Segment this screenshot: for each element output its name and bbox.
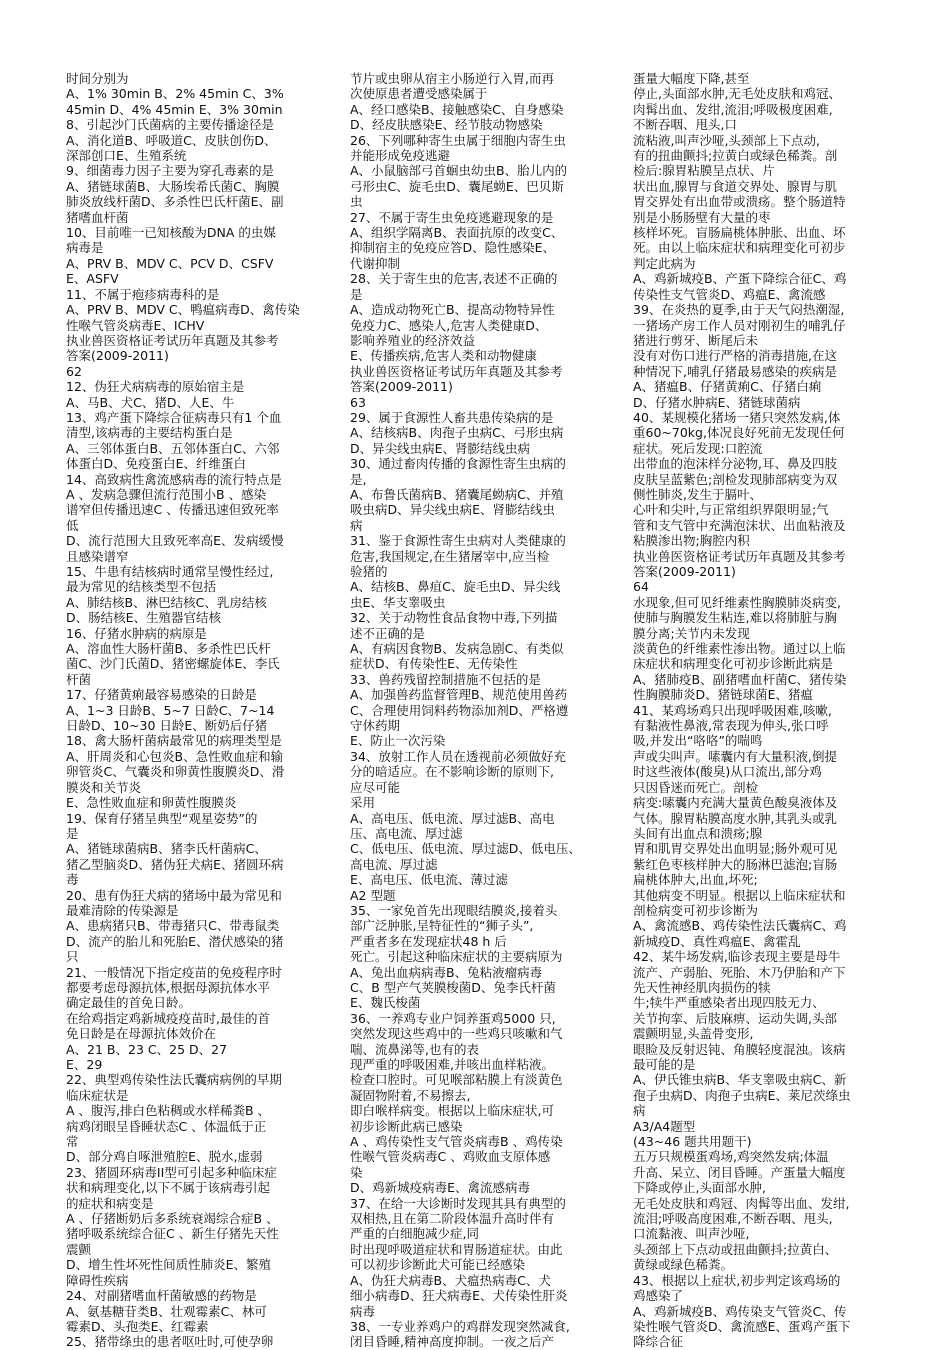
text-line: 淡黄色的纤维素性渗出物。通过以上临 [633, 641, 846, 657]
text-line: 重60~70kg,体况良好死前无发现任何 [633, 425, 845, 441]
text-line: 五万只规模蛋鸡场,鸡突然发病;体温 [633, 1149, 829, 1165]
text-line: A、溶血性大肠杆菌B、多杀性巴氏杆 [66, 641, 271, 657]
text-line: 严重者多在发现症状48 h 后 [350, 933, 507, 949]
text-line: 41、某鸡场鸡只出现呼吸困难,咳嗽, [633, 702, 832, 718]
text-line: A、加强兽药监督管理B、规范使用兽药 [350, 687, 568, 703]
text-line: 性胸膜肺炎D、猪链球菌E、猪瘟 [633, 687, 814, 703]
text-line: 严重的白细胞减少症,同 [350, 1226, 479, 1242]
text-line: E、ASFV [66, 271, 119, 287]
text-line: 种情况下,哺乳仔猪最易感染的疾病是 [633, 363, 837, 379]
text-line: 杆菌 [66, 671, 92, 687]
text-line: A、猪肺疫B、副猪嗜血杆菌C、猪传染 [633, 671, 847, 687]
text-line: 答案(2009-2011) [350, 379, 453, 395]
text-line: 染性喉气管炎D、禽流感E、蛋鸡产蛋下 [633, 1318, 851, 1334]
text-line: 免日龄是在母源抗体效价在 [66, 1026, 217, 1042]
text-line: 采用 [350, 795, 376, 811]
text-line: 胃交界处有出血带或溃疡。整个肠道特 [633, 194, 846, 210]
text-line: 时出现呼吸道症状和胃肠道症状。由此 [350, 1241, 563, 1257]
text-line: 病鸡闭眼呈昏睡状态C 、体温低于正 [66, 1118, 267, 1134]
text-line: A 、鸡传染性支气管炎病毒B 、鸡传染 [350, 1134, 563, 1150]
text-line: 最难清除的传染源是 [66, 902, 179, 918]
text-line: 检查口腔时。可见喉部粘膜上有淡黄色 [350, 1072, 563, 1088]
text-line: 时这些液体(酸臭)从口流出,部分鸡 [633, 764, 822, 780]
text-line: A、消化道B、呼吸道C、皮肤创伤D、 [66, 132, 277, 148]
text-line: 弓形虫C、旋毛虫D、囊尾蚴E、巴贝斯 [350, 178, 564, 194]
text-line: 43、根据以上症状,初步判定该鸡场的 [633, 1272, 841, 1288]
text-line: 孢子虫病D、肉孢子虫病E、莱尼茨绦虫 [633, 1087, 851, 1103]
text-line: A、猪链球菌B、大肠埃希氏菌C、胸膜 [66, 178, 280, 194]
text-line: 日龄D、10~30 日龄E、断奶后仔猪 [66, 718, 268, 734]
text-line: 症状D、有传染性E、无传染性 [350, 656, 518, 672]
text-line: 有黏液性鼻液,常表现为伸头,张口呼 [633, 718, 829, 734]
text-line: 菌C、沙门氏菌D、猪密螺旋体E、李氏 [66, 656, 280, 672]
text-line: A、高电压、低电流、厚过滤B、高电 [350, 810, 555, 826]
text-line: 检后:腺胃粘膜呈点状、片 [633, 163, 775, 179]
text-line: 震颤明显,头盖骨变形, [633, 1026, 754, 1042]
text-line: 细小病毒D、狂犬病毒E、犬传染性肝炎 [350, 1288, 568, 1304]
text-line: 10、目前唯一已知核酸为DNA 的虫媒 [66, 225, 276, 241]
text-line: 节片或虫卵从宿主小肠逆行入胃,而再 [350, 71, 554, 86]
text-line: 病 [350, 517, 363, 533]
text-line: 验猪的 [350, 564, 388, 579]
text-line: D、仔猪水肿病E、猪链球菌病 [633, 394, 801, 410]
text-line: 29、属于食源性人畜共患传染病的是 [350, 409, 554, 425]
text-line: 影响养殖业的经济效益 [350, 332, 476, 348]
text-line: 最可能的是 [633, 1057, 696, 1072]
text-line: 部广泛肿胀,呈特征性的“狮子头”, [350, 918, 534, 934]
text-line: 63 [350, 394, 366, 410]
text-line: D、流行范围大且致死率高E、发病缓慢 [66, 533, 284, 549]
text-line: 床症状和病理变化可初步诊断此病是 [633, 656, 834, 672]
text-line: 31、鉴于食源性寄生虫病对人类健康的 [350, 533, 566, 549]
text-line: 口流黏液、叫声沙哑, [633, 1226, 750, 1242]
text-line: 20、患有伪狂犬病的猪场中最为常见和 [66, 887, 282, 903]
text-line: 闭目昏睡,精神高度抑制。一夜之后产 [350, 1334, 554, 1350]
text-line: 64 [633, 579, 649, 595]
text-line: 是 [350, 286, 363, 302]
text-line: 即白喉样病变。根据以上临床症状,可 [350, 1103, 554, 1119]
text-line: 膜炎和关节炎 [66, 779, 142, 795]
text-line: 述不正确的是 [350, 625, 426, 641]
text-line: A、肝周炎和心包炎B、急性败血症和输 [66, 748, 284, 764]
text-line: 8、引起沙门氏菌病的主要传播途径是 [66, 117, 274, 133]
text-line: 水现象,但可见纤维素性胸膜肺炎病变, [633, 594, 841, 610]
text-line: C、合理使用饲料药物添加剂D、严格遵 [350, 702, 569, 718]
text-line: 初步诊断此病已感染 [350, 1118, 463, 1134]
text-line: 清型,该病毒的主要结构蛋白是 [66, 425, 233, 441]
text-line: 应尽可能 [350, 779, 401, 795]
text-line: 皮肤呈蓝紫色;剖检发现肺部病变为双 [633, 471, 838, 487]
text-line: 升高、呆立、闭目昏睡。产蛋量大幅度 [633, 1164, 846, 1180]
text-line: 且感染谱窄 [66, 548, 129, 564]
text-line: 没有对伤口进行严格的消毒措施,在这 [633, 348, 837, 364]
text-line: 37、在给一大诊断时发现其具有典型的 [350, 1195, 566, 1211]
text-line: A、马B、犬C、猪D、人E、牛 [66, 394, 235, 410]
text-line: 38、一专业养鸡户的鸡群发现突然减食, [350, 1318, 570, 1334]
text-line: 17、仔猪黄痢最容易感染的日龄是 [66, 687, 257, 703]
text-line: 常 [66, 1134, 79, 1150]
text-line: 鸡感染了 [633, 1288, 684, 1304]
text-line: 流产、产弱胎、死胎、木乃伊胎和产下 [633, 964, 846, 980]
text-line: 判定此病为 [633, 255, 696, 271]
text-line: 只因昏迷而死亡。剖检 [633, 779, 759, 795]
text-line: A、1~3 日龄B、5~7 日龄C、7~14 [66, 702, 275, 718]
text-line: 症状。死后发现:口腔流 [633, 440, 763, 456]
text-line: A、1% 30min B、2% 45min C、3% [66, 86, 284, 102]
text-line: 代谢抑制 [350, 255, 401, 271]
text-line: 头颈部上下点动或扭曲颤抖;拉黄白、 [633, 1241, 838, 1257]
text-line: 答案(2009-2011) [633, 564, 736, 579]
text-line: E、魏氏梭菌 [350, 995, 421, 1011]
text-line: 关节拘挛、后肢麻痹、运动失调,头部 [633, 1010, 837, 1026]
text-line: 气体。腺胃粘膜高度水肿,其乳头或乳 [633, 810, 837, 826]
text-line: 42、某牛场发病,临诊表现主要是母牛 [633, 949, 841, 965]
text-line: 病毒是 [66, 240, 104, 256]
text-line: 霉素D、头孢类E、红霉素 [66, 1318, 209, 1334]
text-line: A、鸡新城疫B、产蛋下降综合征C、鸡 [633, 271, 847, 287]
text-line: 核样坏死。盲肠扁桃体肿胀、出血、坏 [633, 225, 846, 241]
text-line: A、肺结核B、淋巴结核C、乳房结核 [66, 594, 267, 610]
text-line: A、PRV B、MDV C、鸭瘟病毒D、禽传染 [66, 302, 300, 318]
text-line: 高电流、厚过滤 [350, 856, 438, 872]
text-line: 34、放射工作人员在透视前必须做好充 [350, 748, 566, 764]
text-line: 深部创口E、生殖系统 [66, 148, 187, 164]
text-line: A、伪狂犬病毒B、犬瘟热病毒C、犬 [350, 1272, 551, 1288]
text-line: 在给鸡指定鸡新城疫疫苗时,最佳的首 [66, 1010, 270, 1026]
text-line: A、鸡新城疫B、鸡传染支气管炎C、传 [633, 1303, 847, 1319]
text-line: A、组织学隔离B、表面抗原的改变C、 [350, 225, 564, 241]
text-line: 18、禽大肠杆菌病最常见的病理类型是 [66, 733, 282, 749]
text-line: 状和病理变化,以下不属于该病毒引起 [66, 1180, 270, 1196]
text-line: 的症状和病变是 [66, 1195, 154, 1211]
text-line: 26、下列哪种寄生虫属于细胞内寄生虫 [350, 132, 566, 148]
text-line: 障碍性疾病 [66, 1272, 129, 1288]
text-line: 是, [350, 471, 367, 487]
text-line: 蛋量大幅度下降,甚至 [633, 71, 750, 86]
text-line: A、造成动物死亡B、提高动物特异性 [350, 302, 555, 318]
text-line: A、小鼠脑部弓首蛔虫幼虫B、胎儿内的 [350, 163, 568, 179]
text-line: 别是小肠肠壁有大量的枣 [633, 209, 771, 225]
text-line: 执业兽医资格证考试历年真题及其参考 [66, 332, 279, 348]
text-line: A3/A4题型 [633, 1118, 696, 1134]
text-line: 流泪;呼吸高度困难,不断吞咽、甩头, [633, 1211, 833, 1227]
text-line: 35、一家免首先出现眼结膜炎,接着头 [350, 902, 558, 918]
text-line: A、有病因食物B、发病急剧C、有类似 [350, 641, 564, 657]
text-line: A 、腹泻,排白色粘稠或水样稀粪B 、 [66, 1103, 271, 1119]
text-line: 管和支气管中充满泡沫状、出血粘液及 [633, 517, 846, 533]
text-line: C、低电压、低电流、厚过滤D、低电压、 [350, 841, 581, 857]
text-line: E、29 [66, 1057, 103, 1072]
text-line: 声或尖叫声。嗉囊内有大量积液,倒提 [633, 748, 837, 764]
text-line: 9、细菌毒力因子主要为穿孔毒素的是 [66, 163, 274, 179]
text-line: 25、猪带绦虫的患者呕吐时,可使孕卵 [66, 1334, 274, 1350]
text-line: 性喉气管炎病毒C 、鸡败血支原体感 [350, 1149, 551, 1165]
text-line: 次使原患者遭受感染属于 [350, 86, 488, 102]
text-line: 出带血的泡沫样分泌物,耳、鼻及四肢 [633, 456, 837, 472]
text-line: E、高电压、低电流、薄过滤 [350, 872, 508, 888]
text-line: D、增生性坏死性间质性肺炎E、繁殖 [66, 1257, 272, 1273]
text-line: 分的暗适应。在不影响诊断的原则下, [350, 764, 554, 780]
text-line: 28、关于寄生虫的危害,表述不正确的 [350, 271, 558, 287]
text-line: A、结核病B、肉孢子虫病C、弓形虫病 [350, 425, 564, 441]
text-line: 新城疫D、真性鸡瘟E、禽霍乱 [633, 933, 801, 949]
text-line: 状出血,腺胃与食道交界处、腺胃与肌 [633, 178, 837, 194]
text-line: 虫E、华支睾吸虫 [350, 594, 446, 610]
text-line: 免疫力C、感染人,危害人类健康D、 [350, 317, 548, 333]
text-line: 14、高致病性禽流感病毒的流行特点是 [66, 471, 282, 487]
text-line: 执业兽医资格证考试历年真题及其参考 [633, 548, 846, 564]
text-line: 有的扭曲颤抖;拉黄白或绿色稀粪。剖 [633, 148, 838, 164]
text-line: D、部分鸡自啄泄殖腔E、脱水,虚弱 [66, 1149, 263, 1165]
text-line: 粘膜渗出物;胸腔内积 [633, 533, 750, 549]
text-line: 心叶和尖叶,与正常组织界限明显;气 [633, 502, 829, 518]
text-line: 紫红色枣核样肿大的肠淋巴滤泡;盲肠 [633, 856, 838, 872]
text-line: 死亡。引起这种临床症状的主要病原为 [350, 949, 563, 965]
text-line: 最为常见的结核类型不包括 [66, 579, 217, 595]
text-line: D、鸡新城疫病毒E、禽流感病毒 [350, 1180, 531, 1196]
text-line: 牛;犊牛严重感染者出现四肢无力、 [633, 995, 825, 1011]
text-line: D、经皮肤感染E、经节肢动物感染 [350, 117, 543, 133]
text-line: 12、伪狂犬病病毒的原始宿主是 [66, 379, 245, 395]
text-line: 使肺与胸膜发生粘连,难以将肺脏与胸 [633, 610, 837, 626]
text-line: 22、典型鸡传染性法氏囊病病例的早期 [66, 1072, 282, 1088]
text-line: 15、牛患有结核病时通常呈慢性经过, [66, 564, 274, 579]
text-line: 毒 [66, 872, 79, 888]
text-line: 其他病变不明显。根据以上临床症状和 [633, 887, 846, 903]
text-line: 答案(2009-2011) [66, 348, 169, 364]
text-line: 40、某规模化猪场一猪只突然发病,体 [633, 409, 841, 425]
text-line: A、猪瘟B、仔猪黄痢C、仔猪白痢 [633, 379, 822, 395]
text-line: A、禽流感B、鸡传染性法氏囊病C、鸡 [633, 918, 847, 934]
text-line: A、患病猪只B、带毒猪只C、带毒鼠类 [66, 918, 280, 934]
text-line: 头间有出血点和溃疡;腺 [633, 825, 763, 841]
text-line: 一猪场产房工作人员对刚初生的哺乳仔 [633, 317, 846, 333]
text-line: 39、在炎热的夏季,由于天气闷热潮湿, [633, 302, 845, 318]
text-line: 低 [66, 517, 79, 533]
text-line: 11、不属于疱疹病毒科的是 [66, 286, 220, 302]
text-line: 传染性支气管炎D、鸡瘟E、禽流感 [633, 286, 826, 302]
text-line: A、氨基糖苷类B、壮观霉素C、林可 [66, 1303, 267, 1319]
text-line: 猪进行剪牙、断尾后未 [633, 332, 759, 348]
text-line: 性喉气管炎病毒E、ICHV [66, 317, 205, 333]
text-line: 扁桃体肿大,出血,坏死; [633, 872, 758, 888]
text-line: 卵管炎C、气囊炎和卵黄性腹膜炎D、滑 [66, 764, 285, 780]
text-line: 45min D、4% 45min E、3% 30min [66, 101, 283, 117]
text-line: A、经口感染B、接触感染C、自身感染 [350, 101, 564, 117]
text-line: 流粘液,叫声沙哑,头颈部上下点动, [633, 132, 820, 148]
text-line: 不断吞咽、甩头,口 [633, 117, 737, 133]
text-line: 33、兽药残留控制措施不包括的是 [350, 671, 541, 687]
text-line: A、PRV B、MDV C、PCV D、CSFV [66, 255, 274, 271]
text-line: 执业兽医资格证考试历年真题及其参考 [350, 363, 563, 379]
text-line: 23、猪圆环病毒II型可引起多种临床症 [66, 1164, 277, 1180]
text-line: D、异尖线虫病E、肾膨结线虫病 [350, 440, 531, 456]
text-line: 32、关于动物性食品食物中毒,下列描 [350, 610, 558, 626]
text-line: 虫 [350, 194, 363, 210]
text-line: 临床症状是 [66, 1087, 129, 1103]
text-line: 体蛋白D、免疫蛋白E、纤维蛋白 [66, 456, 247, 472]
text-column-left [66, 71, 348, 1350]
text-line: A、21 B、23 C、25 D、27 [66, 1041, 228, 1057]
text-line: 染 [350, 1164, 363, 1180]
text-line: 肉髯出血、发绀,流泪;呼吸极度困难, [633, 101, 833, 117]
text-line: E、防止一次污染 [350, 733, 446, 749]
text-line: E、急性败血症和卵黄性腹膜炎 [66, 795, 237, 811]
text-line: 30、通过畜肉传播的食源性寄生虫病的 [350, 456, 566, 472]
text-line: 27、不属于寄生虫免疫逃避现象的是 [350, 209, 554, 225]
text-line: 侧性肺炎,发生于膈叶、 [633, 486, 762, 502]
text-line: 肺炎放线杆菌D、多杀性巴氏杆菌E、副 [66, 194, 284, 210]
text-line: 吸,并发出“咯咯”的喘鸣 [633, 733, 763, 749]
text-line: 都要考虑母源抗体,根据母源抗体水平 [66, 979, 270, 995]
text-line: 守休药期 [350, 718, 401, 734]
text-line: 黄绿或绿色稀粪。 [633, 1257, 734, 1273]
text-line: 谱窄但传播迅速C 、传播迅速但致死率 [66, 502, 279, 518]
text-line: A、伊氏锥虫病B、华支睾吸虫病C、新 [633, 1072, 847, 1088]
text-line: 先天性神经肌肉损伤的犊 [633, 979, 771, 995]
text-line: 确定最佳的首免日龄。 [66, 995, 192, 1011]
text-line: 眼睑及反射迟钝、角膜轻度混浊。该病 [633, 1041, 846, 1057]
text-line: D、流产的胎儿和死胎E、潜伏感染的猪 [66, 933, 284, 949]
text-line: 震颤 [66, 1241, 92, 1257]
text-line: 病变:嗉囊内充满大量黄色酸臭液体及 [633, 795, 838, 811]
text-line: 现严重的呼吸困难,并咳出血样粘液。 [350, 1057, 554, 1072]
text-line: 36、一养鸡专业户饲养蛋鸡5000 只, [350, 1010, 556, 1026]
text-line: 只 [66, 949, 79, 965]
text-line: 病 [633, 1103, 646, 1119]
text-line: 死。由以上临床症状和病理变化可初步 [633, 240, 846, 256]
text-line: 21、一般情况下指定疫苗的免疫程序时 [66, 964, 282, 980]
text-column-right [633, 71, 915, 1350]
text-line: 是 [66, 825, 79, 841]
text-line: 无毛处皮肤和鸡冠、肉髯等出血、发绀, [633, 1195, 850, 1211]
text-line: 猪嗜血杆菌 [66, 209, 129, 225]
text-line: 16、仔猪水肿病的病原是 [66, 625, 207, 641]
text-line: 剖检病变可初步诊断为 [633, 902, 759, 918]
text-line: 13、鸡产蛋下降综合征病毒只有1 个血 [66, 409, 282, 425]
text-line: 降综合征 [633, 1334, 684, 1350]
text-line: A 、仔猪断奶后多系统衰竭综合症B 、 [66, 1211, 279, 1227]
text-line: 下降或停止,头面部水肿, [633, 1180, 766, 1196]
text-line: 62 [66, 363, 82, 379]
text-line: 吸虫病D、异尖线虫病E、肾膨结线虫 [350, 502, 556, 518]
text-line: 病毒 [350, 1303, 376, 1319]
text-line: 喘、流鼻涕等,也有的表 [350, 1041, 479, 1057]
text-line: A、猪链球菌病B、猪李氏杆菌病C、 [66, 841, 267, 857]
text-line: 19、保育仔猪呈典型“观星姿势”的 [66, 810, 258, 826]
text-line: 危害,我国规定,在生猪屠宰中,应当检 [350, 548, 550, 564]
text-line: 胃和肌胃交界处出血明显;肠外观可见 [633, 841, 838, 857]
text-line: 抑制宿主的免疫应答D、隐性感染E、 [350, 240, 556, 256]
text-line: E、传播疾病,危害人类和动物健康 [350, 348, 537, 364]
text-line: C、B 型产气荚膜梭菌D、兔李氏杆菌 [350, 979, 556, 995]
text-line: 可以初步诊断此犬可能已经感染 [350, 1257, 526, 1273]
text-line: A、结核B、鼻疽C、旋毛虫D、异尖线 [350, 579, 561, 595]
text-line: 猪呼吸系统综合征C 、新生仔猪先天性 [66, 1226, 279, 1242]
text-line: 停止,头面部水肿,无毛处皮肤和鸡冠、 [633, 86, 841, 102]
text-line: 时间分别为 [66, 71, 129, 86]
text-line: A、兔出血病病毒B、兔粘液瘤病毒 [350, 964, 543, 980]
text-line: 并能形成免疫逃避 [350, 148, 451, 164]
text-line: D、肠结核E、生殖器官结核 [66, 610, 222, 626]
text-line: A、布鲁氏菌病B、猪囊尾蚴病C、并殖 [350, 486, 564, 502]
text-line: 双相热,且在第二阶段体温升高时伴有 [350, 1211, 554, 1227]
text-line: 膜分离;关节内未发现 [633, 625, 750, 641]
text-line: 突然发现这些鸡中的一些鸡只咳嗽和气 [350, 1026, 563, 1042]
text-line: A2 型题 [350, 887, 396, 903]
text-line: 压、高电流、厚过滤 [350, 825, 463, 841]
text-line: 24、对副猪嗜血杆菌敏感的药物是 [66, 1288, 257, 1304]
text-line: (43~46 题共用题干) [633, 1134, 752, 1150]
text-line: A 、发病急骤但流行范围小B 、感染 [66, 486, 267, 502]
text-line: 凝固物附着,不易擦去, [350, 1087, 471, 1103]
text-line: A、三邻体蛋白B、五邻体蛋白C、六邻 [66, 440, 280, 456]
text-line: 猪乙型脑炎D、猪伪狂犬病E、猪圆环病 [66, 856, 284, 872]
text-column-middle [350, 71, 632, 1350]
